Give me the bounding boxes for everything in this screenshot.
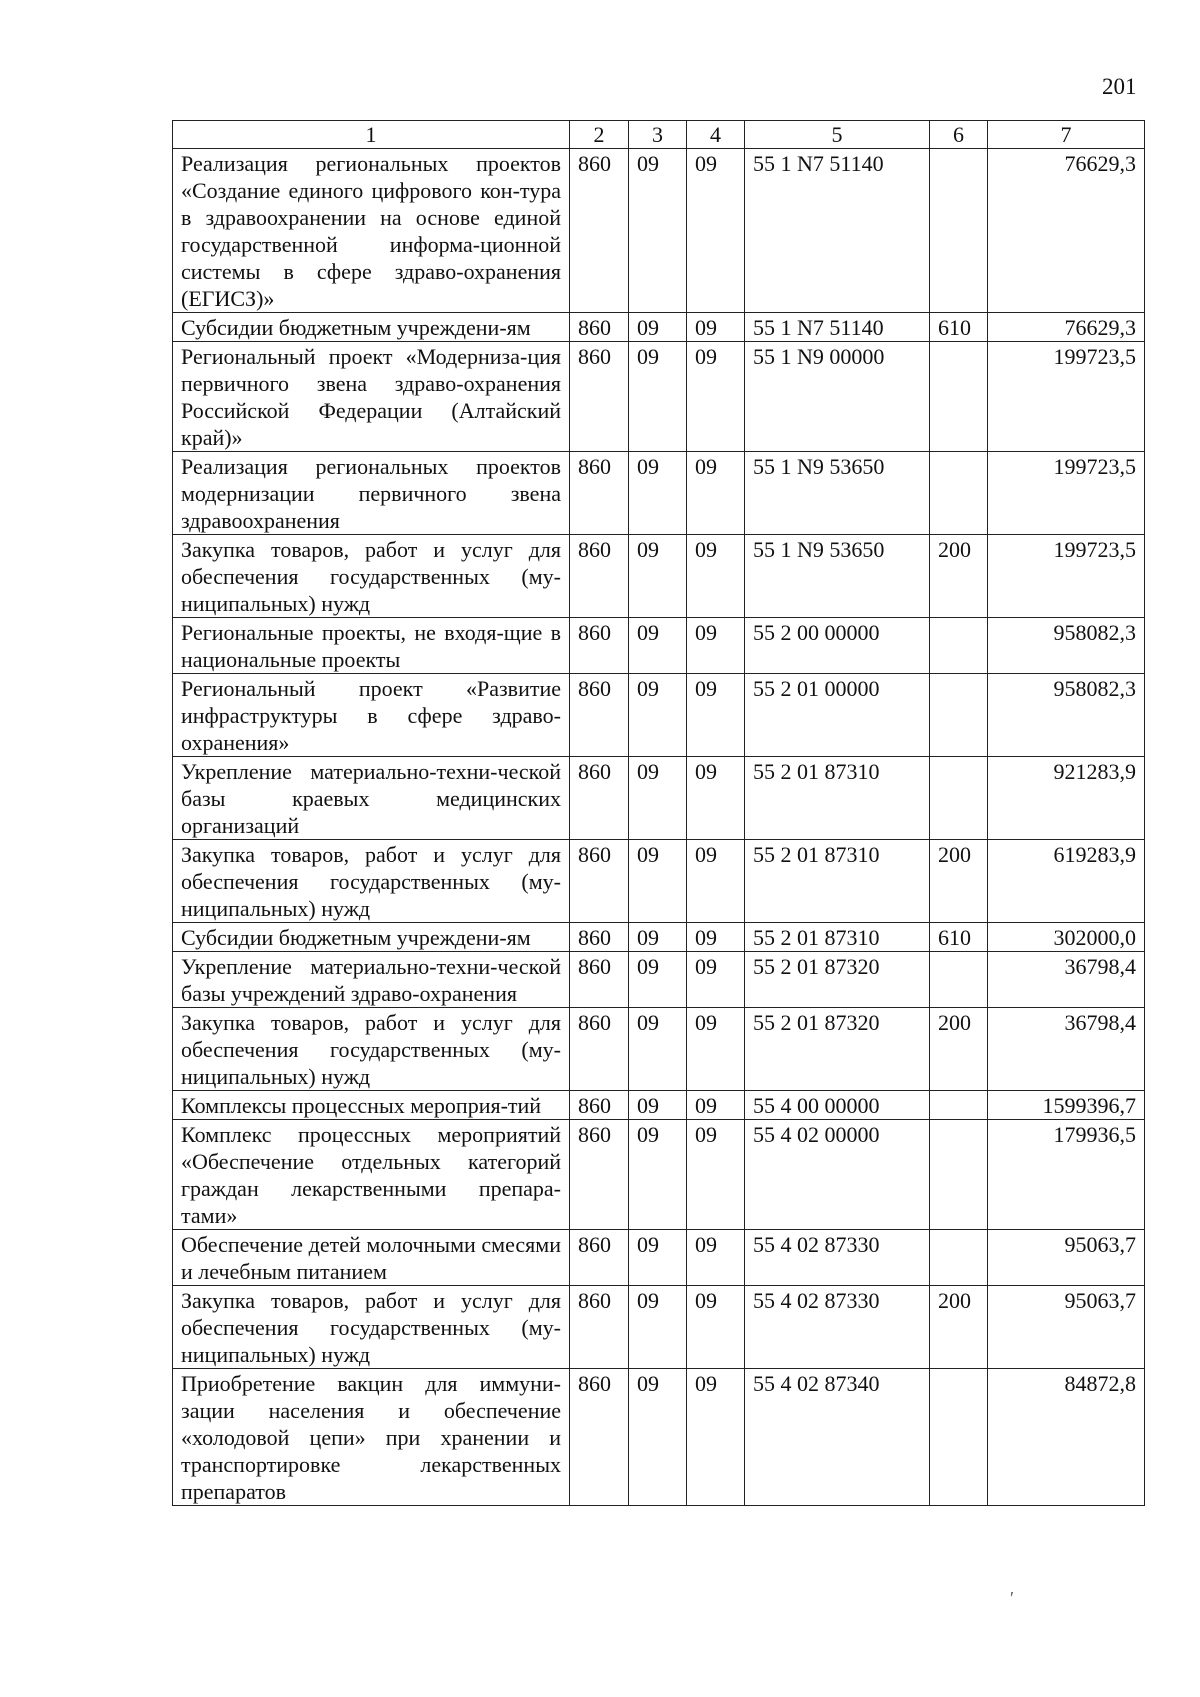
amount-cell: 95063,7	[988, 1286, 1145, 1369]
table-row	[173, 1286, 1145, 1369]
target-article-cell: 55 1 N9 53650	[745, 452, 930, 535]
target-article-cell: 55 4 00 00000	[745, 1091, 930, 1120]
admin-code-cell: 860	[570, 618, 629, 674]
amount-cell: 95063,7	[988, 1230, 1145, 1286]
target-article-cell: 55 4 02 00000	[745, 1120, 930, 1230]
subsection-cell: 09	[687, 452, 745, 535]
row-name-cell: Укрепление материально-техни-ческой базы краевых медицинских организаций	[173, 757, 570, 840]
expense-type-cell: 200	[930, 1008, 988, 1091]
subsection-cell: 09	[687, 313, 745, 342]
subsection-cell: 09	[687, 952, 745, 1008]
target-article-cell: 55 1 N7 51140	[745, 149, 930, 313]
expense-type-cell	[930, 149, 988, 313]
expense-type-cell: 200	[930, 535, 988, 618]
target-article-cell: 55 2 01 87320	[745, 952, 930, 1008]
subsection-cell: 09	[687, 1120, 745, 1230]
section-cell: 09	[629, 1008, 687, 1091]
row-name-cell: Закупка товаров, работ и услуг для обеспечения государственных (му-ниципальных) нужд	[173, 1008, 570, 1091]
section-cell: 09	[629, 1286, 687, 1369]
section-cell: 09	[629, 313, 687, 342]
expense-type-cell: 200	[930, 840, 988, 923]
subsection-cell: 09	[687, 1091, 745, 1120]
header-row	[173, 121, 1145, 149]
row-name-cell: Реализация региональных проектов «Создание единого цифрового кон-тура в здравоохранении на основе единой государственной информа-ционной системы в сфере здраво-охранения (ЕГИСЗ)»	[173, 149, 570, 313]
table-row	[173, 535, 1145, 618]
amount-cell: 76629,3	[988, 313, 1145, 342]
page-number: 201	[1102, 74, 1137, 99]
row-name-cell: Закупка товаров, работ и услуг для обеспечения государственных (му-ниципальных) нужд	[173, 535, 570, 618]
admin-code-cell: 860	[570, 757, 629, 840]
expense-type-cell: 200	[930, 1286, 988, 1369]
table-row	[173, 952, 1145, 1008]
admin-code-cell: 860	[570, 952, 629, 1008]
table-row	[173, 1008, 1145, 1091]
admin-code-cell: 860	[570, 1369, 629, 1506]
admin-code-cell: 860	[570, 313, 629, 342]
subsection-cell: 09	[687, 840, 745, 923]
section-cell: 09	[629, 674, 687, 757]
table-row	[173, 1369, 1145, 1506]
expense-type-cell	[930, 1369, 988, 1506]
row-name-cell: Региональный проект «Модерниза-ция первичного звена здраво-охранения Российской Федерации (Алтайский край)»	[173, 342, 570, 452]
subsection-cell: 09	[687, 618, 745, 674]
table-row	[173, 618, 1145, 674]
row-name-cell: Приобретение вакцин для иммуни-зации населения и обеспечение «холодовой цепи» при хранении и транспортировке лекарственных препаратов	[173, 1369, 570, 1506]
expense-type-cell	[930, 342, 988, 452]
subsection-cell: 09	[687, 342, 745, 452]
subsection-cell: 09	[687, 535, 745, 618]
section-cell: 09	[629, 342, 687, 452]
amount-cell: 619283,9	[988, 840, 1145, 923]
expense-type-cell: 610	[930, 313, 988, 342]
section-cell: 09	[629, 952, 687, 1008]
target-article-cell: 55 2 01 87310	[745, 840, 930, 923]
target-article-cell: 55 2 01 87320	[745, 1008, 930, 1091]
header-col-5: 5	[745, 121, 930, 149]
admin-code-cell: 860	[570, 1091, 629, 1120]
target-article-cell: 55 2 01 00000	[745, 674, 930, 757]
section-cell: 09	[629, 840, 687, 923]
table-body	[173, 149, 1145, 1506]
row-name-cell: Субсидии бюджетным учреждени-ям	[173, 313, 570, 342]
expense-type-cell	[930, 952, 988, 1008]
row-name-cell: Обеспечение детей молочными смесями и лечебным питанием	[173, 1230, 570, 1286]
table-row	[173, 342, 1145, 452]
row-name-cell: Комплекс процессных мероприятий «Обеспечение отдельных категорий граждан лекарственными препара-тами»	[173, 1120, 570, 1230]
admin-code-cell: 860	[570, 1230, 629, 1286]
amount-cell: 199723,5	[988, 535, 1145, 618]
subsection-cell: 09	[687, 757, 745, 840]
amount-cell: 302000,0	[988, 923, 1145, 952]
admin-code-cell: 860	[570, 149, 629, 313]
expense-type-cell	[930, 757, 988, 840]
admin-code-cell: 860	[570, 452, 629, 535]
header-col-2: 2	[570, 121, 629, 149]
header-col-7: 7	[988, 121, 1145, 149]
subsection-cell: 09	[687, 1369, 745, 1506]
header-col-3: 3	[629, 121, 687, 149]
subsection-cell: 09	[687, 1286, 745, 1369]
amount-cell: 921283,9	[988, 757, 1145, 840]
target-article-cell: 55 4 02 87330	[745, 1230, 930, 1286]
amount-cell: 958082,3	[988, 618, 1145, 674]
expense-type-cell	[930, 1120, 988, 1230]
subsection-cell: 09	[687, 149, 745, 313]
amount-cell: 1599396,7	[988, 1091, 1145, 1120]
section-cell: 09	[629, 1230, 687, 1286]
table-row	[173, 1091, 1145, 1120]
target-article-cell: 55 4 02 87340	[745, 1369, 930, 1506]
admin-code-cell: 860	[570, 342, 629, 452]
budget-table	[172, 120, 1145, 1506]
section-cell: 09	[629, 1091, 687, 1120]
subsection-cell: 09	[687, 923, 745, 952]
target-article-cell: 55 1 N7 51140	[745, 313, 930, 342]
amount-cell: 199723,5	[988, 452, 1145, 535]
section-cell: 09	[629, 452, 687, 535]
row-name-cell: Закупка товаров, работ и услуг для обеспечения государственных (му-ниципальных) нужд	[173, 840, 570, 923]
admin-code-cell: 860	[570, 1286, 629, 1369]
target-article-cell: 55 2 01 87310	[745, 757, 930, 840]
table-row	[173, 313, 1145, 342]
header-col-6: 6	[930, 121, 988, 149]
row-name-cell: Региональные проекты, не входя-щие в национальные проекты	[173, 618, 570, 674]
admin-code-cell: 860	[570, 840, 629, 923]
amount-cell: 84872,8	[988, 1369, 1145, 1506]
admin-code-cell: 860	[570, 535, 629, 618]
target-article-cell: 55 1 N9 53650	[745, 535, 930, 618]
section-cell: 09	[629, 1120, 687, 1230]
table-row	[173, 1120, 1145, 1230]
section-cell: 09	[629, 618, 687, 674]
row-name-cell: Комплексы процессных мероприя-тий	[173, 1091, 570, 1120]
target-article-cell: 55 4 02 87330	[745, 1286, 930, 1369]
table-row	[173, 149, 1145, 313]
expense-type-cell: 610	[930, 923, 988, 952]
amount-cell: 179936,5	[988, 1120, 1145, 1230]
row-name-cell: Укрепление материально-техни-ческой базы учреждений здраво-охранения	[173, 952, 570, 1008]
row-name-cell: Закупка товаров, работ и услуг для обеспечения государственных (му-ниципальных) нужд	[173, 1286, 570, 1369]
admin-code-cell: 860	[570, 1120, 629, 1230]
table-row	[173, 452, 1145, 535]
target-article-cell: 55 2 01 87310	[745, 923, 930, 952]
subsection-cell: 09	[687, 674, 745, 757]
admin-code-cell: 860	[570, 1008, 629, 1091]
row-name-cell: Реализация региональных проектов модернизации первичного звена здравоохранения	[173, 452, 570, 535]
header-col-1: 1	[173, 121, 570, 149]
amount-cell: 36798,4	[988, 1008, 1145, 1091]
expense-type-cell	[930, 618, 988, 674]
table-row	[173, 674, 1145, 757]
subsection-cell: 09	[687, 1008, 745, 1091]
admin-code-cell: 860	[570, 923, 629, 952]
expense-type-cell	[930, 674, 988, 757]
scan-mark: ′	[1010, 1588, 1014, 1608]
expense-type-cell	[930, 1091, 988, 1120]
amount-cell: 76629,3	[988, 149, 1145, 313]
row-name-cell: Субсидии бюджетным учреждени-ям	[173, 923, 570, 952]
admin-code-cell: 860	[570, 674, 629, 757]
header-col-4: 4	[687, 121, 745, 149]
table-row	[173, 1230, 1145, 1286]
row-name-cell: Региональный проект «Развитие инфраструктуры в сфере здраво-охранения»	[173, 674, 570, 757]
amount-cell: 36798,4	[988, 952, 1145, 1008]
table-row	[173, 840, 1145, 923]
table-row	[173, 757, 1145, 840]
expense-type-cell	[930, 452, 988, 535]
subsection-cell: 09	[687, 1230, 745, 1286]
section-cell: 09	[629, 535, 687, 618]
section-cell: 09	[629, 757, 687, 840]
target-article-cell: 55 1 N9 00000	[745, 342, 930, 452]
table-row	[173, 923, 1145, 952]
expense-type-cell	[930, 1230, 988, 1286]
section-cell: 09	[629, 1369, 687, 1506]
section-cell: 09	[629, 149, 687, 313]
target-article-cell: 55 2 00 00000	[745, 618, 930, 674]
amount-cell: 958082,3	[988, 674, 1145, 757]
amount-cell: 199723,5	[988, 342, 1145, 452]
section-cell: 09	[629, 923, 687, 952]
